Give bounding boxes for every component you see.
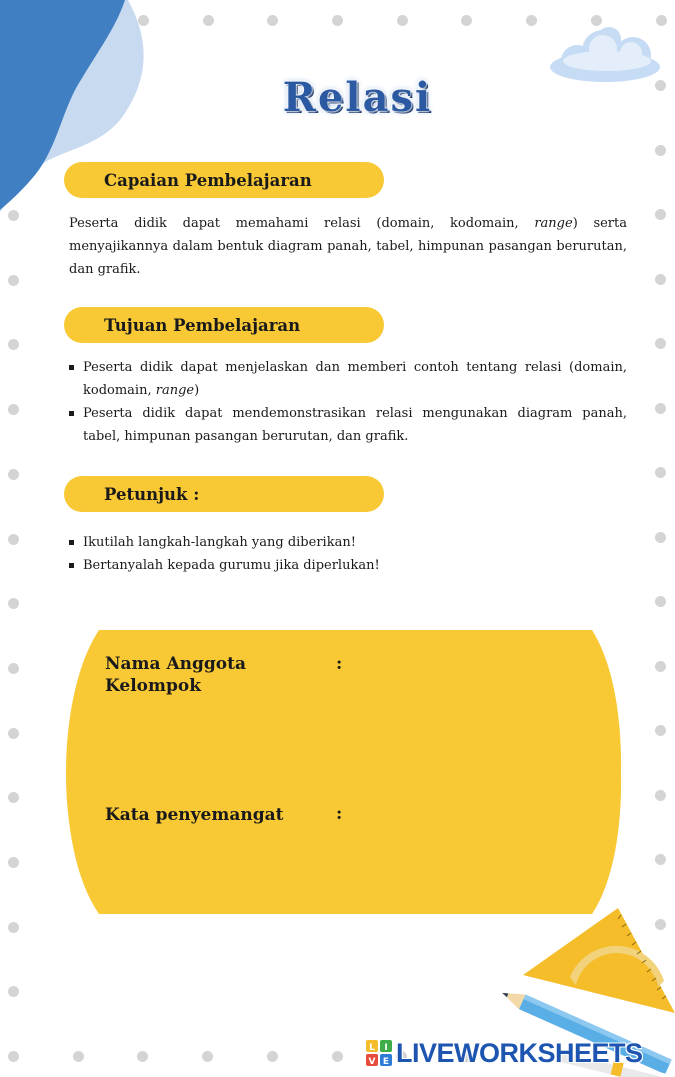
border-dot [332,15,343,26]
tujuan-list [69,356,627,448]
border-dot [332,1051,343,1062]
border-dot [8,1051,19,1062]
border-dot [655,661,666,672]
petunjuk-list [69,531,627,577]
badge-letter: E [382,1057,390,1066]
capaian-text: Peserta didik dapat memahami relasi (domain, kodomain, range) serta menyajikannya dalam bentuk diagram panah, tabel, himpunan pasangan berurutan, dan grafik. [69,216,627,277]
border-dot [8,728,19,739]
border-dot [73,1051,84,1062]
list-item: Peserta didik dapat menjelaskan dan memberi contoh tentang relasi (domain, kodomain, range) [69,356,627,402]
border-dot [461,15,472,26]
motto-colon: : [336,804,343,824]
group-info-card [64,628,624,922]
liveworksheets-logo [366,1038,643,1068]
border-dot [655,338,666,349]
border-dot [655,145,666,156]
capaian-heading: Capaian Pembelajaran [64,162,384,198]
border-dot [8,792,19,803]
list-item: Ikutilah langkah-langkah yang diberikan! [69,531,627,554]
petunjuk-heading: Petunjuk : [64,476,384,512]
border-dot [655,209,666,220]
border-dot [655,725,666,736]
liveworksheets-wordmark: LIVEWORKSHEETS [396,1037,643,1068]
border-dot [8,986,19,997]
liveworksheets-badge-icon [366,1040,392,1066]
border-dot [267,1051,278,1062]
border-dot [655,274,666,285]
border-dot [8,404,19,415]
border-dot [526,15,537,26]
badge-letter: L [369,1043,375,1053]
border-dot [655,403,666,414]
badge-letter: V [368,1057,376,1066]
border-dot [8,534,19,545]
list-item: Peserta didik dapat mendemonstrasikan relasi mengunakan diagram panah, tabel, himpunan pasangan berurutan, dan grafik. [69,402,627,448]
border-dot [655,790,666,801]
member-colon: : [336,654,343,674]
border-dot [137,1051,148,1062]
badge-letter: I [384,1043,388,1053]
border-dot [203,15,214,26]
border-dot [655,532,666,543]
motto-label: Kata penyemangat [105,805,284,825]
border-dot [8,339,19,350]
border-dot [8,469,19,480]
member-label: Nama Anggota Kelompok [105,654,247,696]
border-dot [8,857,19,868]
border-dot [8,663,19,674]
border-dot [397,15,408,26]
page-title: Relasi [282,74,433,121]
border-dot [655,596,666,607]
border-dot [267,15,278,26]
border-dot [8,922,19,933]
tujuan-heading: Tujuan Pembelajaran [64,307,384,343]
border-dot [655,854,666,865]
border-dot [8,598,19,609]
list-item: Bertanyalah kepada gurumu jika diperlukan! [69,554,627,577]
border-dot [202,1051,213,1062]
border-dot [8,275,19,286]
border-dot [655,467,666,478]
